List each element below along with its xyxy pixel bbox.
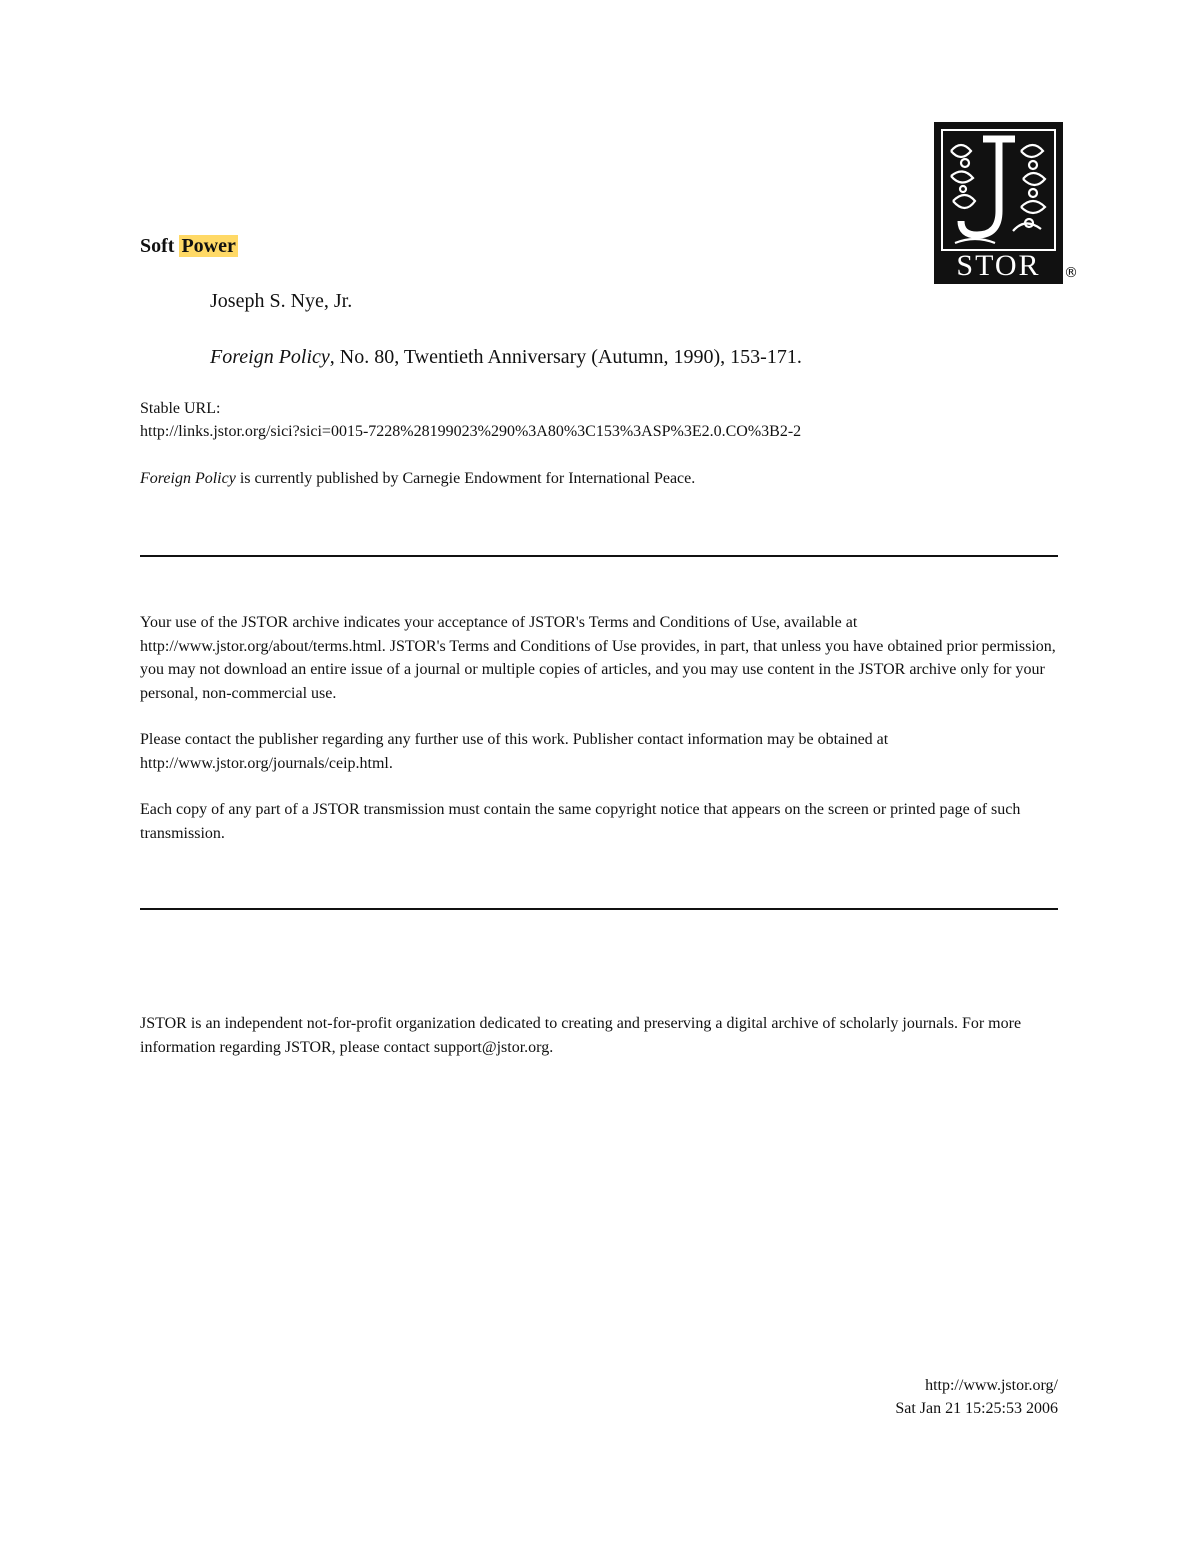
jstor-logo (934, 122, 1063, 284)
about-jstor-paragraph: JSTOR is an independent not-for-profit organization dedicated to creating and preserving a digital archive of scholarly journals. For more information regarding JSTOR, please contact support@jstor.org. (140, 1015, 1022, 1056)
publisher-text: is currently published by Carnegie Endowment for International Peace. (235, 470, 696, 487)
article-title (140, 235, 238, 258)
footer (760, 1374, 1058, 1420)
title-word-soft: Soft (140, 235, 175, 257)
article-citation (210, 346, 802, 369)
journal-name: Foreign Policy (210, 346, 330, 368)
divider-bottom (140, 908, 1058, 910)
article-author: Joseph S. Nye, Jr. (210, 290, 353, 312)
registered-mark: ® (1064, 265, 1078, 281)
citation-details: , No. 80, Twentieth Anniversary (Autumn, 1990), 153-171. (329, 346, 802, 368)
title-word-power-highlighted: Power (181, 235, 236, 257)
divider-top (140, 555, 1058, 557)
jstor-wordmark: STOR (956, 249, 1041, 282)
publisher-line (140, 470, 695, 488)
terms-paragraph: Your use of the JSTOR archive indicates your acceptance of JSTOR's Terms and Conditions of Use, available at http://www.jstor.org/about/terms.html. JSTOR's Terms and Conditions of Use provides, in part, that unless you have obtained prior permission, you may not download an entire issue of a journal or multiple copies of articles, and you may use content in the JSTOR archive only for your personal, non-commercial use. (140, 614, 1056, 702)
publisher-journal-name: Foreign Policy (140, 470, 236, 487)
jstor-ornament-icon (941, 129, 1056, 251)
contact-paragraph: Please contact the publisher regarding any further use of this work. Publisher contact information may be obtained at http://www.jstor.org/journals/ceip.html. (140, 731, 889, 772)
footer-timestamp: Sat Jan 21 15:25:53 2006 (895, 1400, 1058, 1417)
footer-url[interactable]: http://www.jstor.org/ (925, 1377, 1058, 1394)
stable-url-label: Stable URL: (140, 400, 221, 417)
copyright-paragraph: Each copy of any part of a JSTOR transmission must contain the same copyright notice that appears on the screen or printed page of such transmission. (140, 801, 1021, 842)
stable-url-link[interactable]: http://links.jstor.org/sici?sici=0015-7228%28199023%290%3A80%3C153%3ASP%3E2.0.CO%3B2-2 (140, 423, 802, 440)
